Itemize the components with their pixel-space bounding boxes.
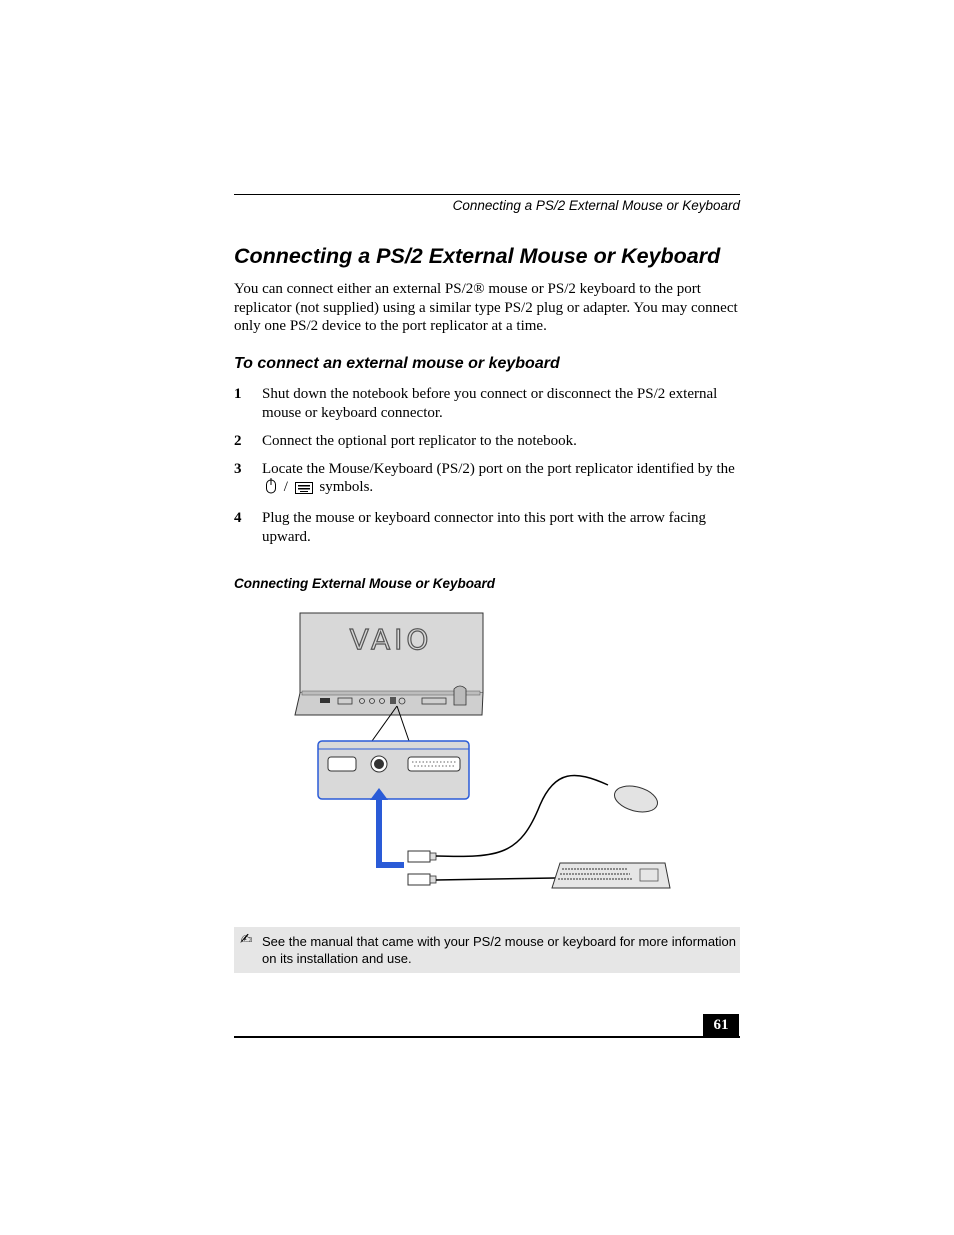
arrow-up-icon xyxy=(370,788,404,868)
step-list xyxy=(234,385,744,556)
note-box xyxy=(234,927,740,973)
note-text: See the manual that came with your PS/2 mouse or keyboard for more information on its installation and use. xyxy=(262,934,737,966)
step-2 xyxy=(234,432,744,451)
step-number: 1 xyxy=(234,386,242,402)
keyboard-illustration xyxy=(552,863,670,888)
running-head: Connecting a PS/2 External Mouse or Keyboard xyxy=(452,198,740,213)
intro-paragraph: You can connect either an external PS/2® mouse or PS/2 keyboard to the port replicator (not supplied) using a similar type PS/2 plug or adapter. You may connect only one PS/2 device to the port replicator at a time. xyxy=(234,281,738,334)
step-4 xyxy=(234,509,744,546)
step-text: Plug the mouse or keyboard connector into this port with the arrow facing upward. xyxy=(262,510,707,545)
vaio-logo: VAIO xyxy=(349,623,433,656)
header-rule xyxy=(234,194,740,195)
step-text: Connect the optional port replicator to the notebook. xyxy=(262,432,577,449)
step-number: 2 xyxy=(234,432,242,449)
step-1 xyxy=(234,385,744,422)
connection-figure xyxy=(290,605,690,905)
keyboard-symbol-icon xyxy=(295,481,313,500)
port-replicator-detail xyxy=(318,741,469,799)
symbol-separator: / xyxy=(283,479,288,495)
step-number: 4 xyxy=(234,510,242,526)
step-3 xyxy=(234,460,744,500)
figure-caption: Connecting External Mouse or Keyboard xyxy=(234,576,496,591)
pencil-note-icon: ✍ xyxy=(240,930,253,948)
keyboard-plug xyxy=(408,874,436,885)
page-number: 61 xyxy=(703,1014,739,1037)
step-text: Locate the Mouse/Keyboard (PS/2) port on the port replicator identified by the xyxy=(262,460,735,477)
mouse-symbol-icon xyxy=(265,478,277,500)
step-text-after: symbols. xyxy=(319,479,374,495)
mouse-plug xyxy=(408,851,436,862)
step-text: Shut down the notebook before you connect or disconnect the PS/2 external mouse or keyboard connector. xyxy=(262,386,718,421)
procedure-heading: To connect an external mouse or keyboard xyxy=(234,355,560,372)
page-title: Connecting a PS/2 External Mouse or Keyboard xyxy=(234,244,721,268)
laptop-rear-illustration xyxy=(295,613,483,715)
mouse-illustration xyxy=(612,782,661,817)
step-number: 3 xyxy=(234,460,242,477)
footer-rule xyxy=(234,1036,740,1038)
